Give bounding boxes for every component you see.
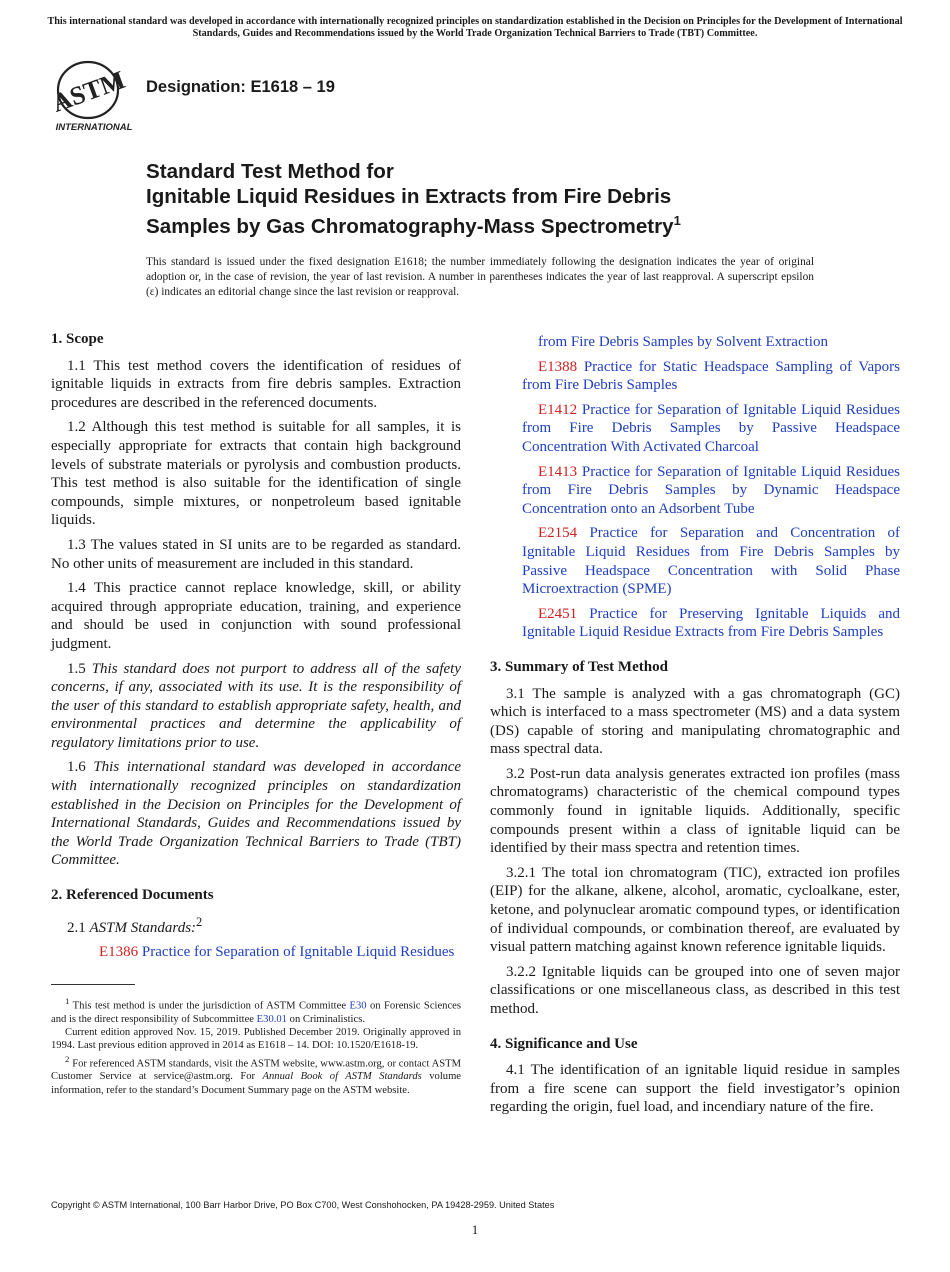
- designation: Designation: E1618 – 19: [146, 78, 335, 96]
- scope-1-1: 1.1 This test method covers the identification of residues of ignitable liquids in extracts from fire debris samples. Extraction procedures are described in the referenced documents.: [51, 357, 461, 411]
- ref-title[interactable]: Practice for Static Headspace Sampling of Vapors from Fire Debris Samples: [522, 358, 900, 394]
- ref-title[interactable]: Practice for Separation and Concentration of Ignitable Liquid Residues from Fire Debris Samples by Passive Headspace Concentration with Solid Phase Microextraction (SPME): [522, 525, 900, 598]
- ref-code[interactable]: E1412: [538, 401, 578, 418]
- ref-code[interactable]: E2154: [538, 525, 578, 542]
- ref-item-e1412[interactable]: [490, 401, 900, 457]
- footnote-2-marker: 2: [65, 1053, 70, 1064]
- scope-1-6-num: 1.6: [67, 759, 86, 776]
- refdocs-2-1-text: ASTM Standards:: [89, 919, 197, 936]
- committee-e30-link[interactable]: E30: [349, 1000, 367, 1012]
- ref-item-e1386[interactable]: [51, 943, 461, 962]
- footnote-2: [51, 1053, 461, 1097]
- summary-heading: 3. Summary of Test Method: [490, 658, 668, 675]
- ref-code[interactable]: E1388: [538, 358, 578, 375]
- footnote-divider: [51, 984, 135, 985]
- ref-code[interactable]: E1413: [538, 463, 578, 480]
- ref-item-e2154[interactable]: [490, 524, 900, 598]
- scope-1-5-text: This standard does not purport to address all of the safety concerns, if any, associated with its use. It is the responsibility of the user of this standard to establish appropriate safety, health, and environmental practices and determine the applicability of regulatory limitations prior to use.: [51, 660, 462, 751]
- ref-item-e1386-cont[interactable]: from Fire Debris Samples by Solvent Extraction: [538, 334, 828, 350]
- refdocs-2-1: [51, 913, 461, 938]
- title-line-2: Ignitable Liquid Residues in Extracts from Fire Debris: [146, 184, 672, 208]
- title-line-1: Standard Test Method for: [146, 160, 394, 183]
- scope-heading: 1. Scope: [51, 331, 104, 347]
- subcommittee-e30-01-link[interactable]: E30.01: [256, 1013, 287, 1025]
- ref-title[interactable]: Practice for Preserving Ignitable Liquids and Ignitable Liquid Residue Extracts from Fire Debris Samples: [522, 605, 900, 641]
- footnote-2-italic: Annual Book of ASTM Standards: [262, 1071, 422, 1083]
- summary-3-1: 3.1 The sample is analyzed with a gas chromatograph (GC) which is interfaced to a mass spectrometer (MS) and a data system (DS) capable of storing and manipulating chromatographic and mass spectral data.: [490, 685, 900, 758]
- summary-3-2-2: 3.2.2 Ignitable liquids can be grouped into one of seven major classifications or one miscellaneous class, as described in this test method.: [490, 963, 900, 1017]
- left-column: [51, 330, 461, 1097]
- ref-title[interactable]: Practice for Separation of Ignitable Liquid Residues from Fire Debris Samples by Passive Headspace Concentration With Activated Charcoal: [522, 401, 900, 455]
- scope-1-5: [51, 660, 461, 753]
- scope-1-3: 1.3 The values stated in SI units are to be regarded as standard. No other units of measurement are included in this standard.: [51, 536, 461, 572]
- scope-1-4: 1.4 This practice cannot replace knowledge, skill, or ability acquired through appropriate education, training, and experience and should be used in conjunction with sound professional judgment.: [51, 580, 461, 652]
- footnotes: [51, 995, 461, 1097]
- logo-mark: ASTM: [52, 64, 129, 118]
- footnote-2-text-b: volume information, refer to the standard’s Document Summary page on the ASTM website.: [51, 1071, 462, 1096]
- ref-title[interactable]: Practice for Separation of Ignitable Liquid Residues: [141, 944, 455, 961]
- document-title: [146, 160, 866, 239]
- logo-subtext: INTERNATIONAL: [55, 122, 133, 133]
- refdocs-2-1-num: 2.1: [67, 919, 86, 936]
- footnote-1-marker: 1: [65, 995, 70, 1006]
- significance-4-1: 4.1 The identification of an ignitable liquid residue in samples from a fire scene can support the field investigator’s opinion regarding the origin, fuel load, and incendiary nature of the fire.: [490, 1062, 900, 1116]
- ref-item-e2451[interactable]: [490, 605, 900, 642]
- footnote-2-text-a: For referenced ASTM standards, visit the ASTM website, www.astm.org, or contact ASTM Customer Service at service@astm.org. For: [51, 1058, 462, 1083]
- footnote-1-text-b: on Forensic Sciences and is the direct responsibility of Subcommittee: [51, 1000, 461, 1025]
- scope-1-5-num: 1.5: [67, 660, 86, 677]
- intro-paragraph: This standard is issued under the fixed designation E1618; the number immediately following the designation indicates the year of original adoption or, in the case of revision, the year of last revision. A number in parentheses indicates the year of last reapproval. A superscript epsilon (ε) indicates an editorial change since the last revision or reapproval.: [146, 256, 814, 298]
- footnote-1-text-a: This test method is under the jurisdiction of ASTM Committee: [72, 1000, 347, 1012]
- page-number: 1: [471, 1222, 479, 1237]
- ref-code[interactable]: E2451: [538, 605, 578, 622]
- title-line-3: [146, 209, 866, 239]
- scope-1-6: [51, 758, 461, 870]
- footnote-1: [51, 995, 461, 1026]
- footnote-1-text-c: on Criminalistics.: [289, 1013, 365, 1025]
- summary-3-2: 3.2 Post-run data analysis generates extracted ion profiles (mass chromatograms) characteristic of the chemical compound types commonly found in ignitable liquids. Additionally, specific compounds present within a class of ignitable liquid can be identified by their mass spectra and retention times.: [490, 765, 900, 857]
- ref-code[interactable]: E1386: [99, 944, 139, 961]
- right-column: [490, 333, 900, 1123]
- refdocs-footnote-marker: 2: [196, 914, 203, 929]
- ref-item-e1388[interactable]: [490, 358, 900, 395]
- copyright-notice: Copyright © ASTM International, 100 Barr Harbor Drive, PO Box C700, West Conshohocken, PA 19428-2959. United States: [51, 1200, 555, 1210]
- title-line-3-text: Samples by Gas Chromatography-Mass Spectrometry: [146, 214, 674, 238]
- scope-1-2: 1.2 Although this test method is suitable for all samples, it is especially appropriate for extracts that contain high background levels of substrate materials or pyrolysis and combustion products. This test method is also suitable for the identification of single compounds, simple mixtures, or nonpetroleum based ignitable liquids.: [51, 419, 461, 529]
- title-footnote-marker: 1: [673, 213, 681, 228]
- top-note: This international standard was developed in accordance with internationally recognized principles on standardization established in the Decision on Principles for the Development of International Standards, Guides and Recommendations issued by the World Trade Organization Technical Barriers to Trade (TBT) Committee.: [47, 16, 903, 39]
- ref-title[interactable]: Practice for Separation of Ignitable Liquid Residues from Fire Debris Samples by Dynamic Headspace Concentration onto an Adsorbent Tube: [522, 463, 900, 517]
- astm-logo-icon: [52, 56, 136, 134]
- scope-1-6-text: This international standard was developed in accordance with internationally recognized principles on standardization established in the Decision on Principles for the Development of International Standards, Guides and Recommendations issued by the World Trade Organization Technical Barriers to Trade (TBT) Committee.: [51, 759, 462, 869]
- ref-item-e1413[interactable]: [490, 463, 900, 519]
- refdocs-heading: 2. Referenced Documents: [51, 887, 214, 904]
- significance-heading: 4. Significance and Use: [490, 1035, 638, 1052]
- footnote-1-edition: Current edition approved Nov. 15, 2019. Published December 2019. Originally approved in 1994. Last previous edition approved in 2014 as E1618 – 14. DOI: 10.1520/E1618-19.: [51, 1026, 461, 1052]
- summary-3-2-1: 3.2.1 The total ion chromatogram (TIC), extracted ion profiles (EIP) for the alkane, alkene, alcohol, aromatic, cycloalkane, ester, ketone, and polynuclear aromatic compound types, or identification of individual compounds, or combination thereof, are evaluated by visual pattern matching against known reference ignitable liquids.: [490, 864, 900, 956]
- astm-logo: [52, 56, 136, 134]
